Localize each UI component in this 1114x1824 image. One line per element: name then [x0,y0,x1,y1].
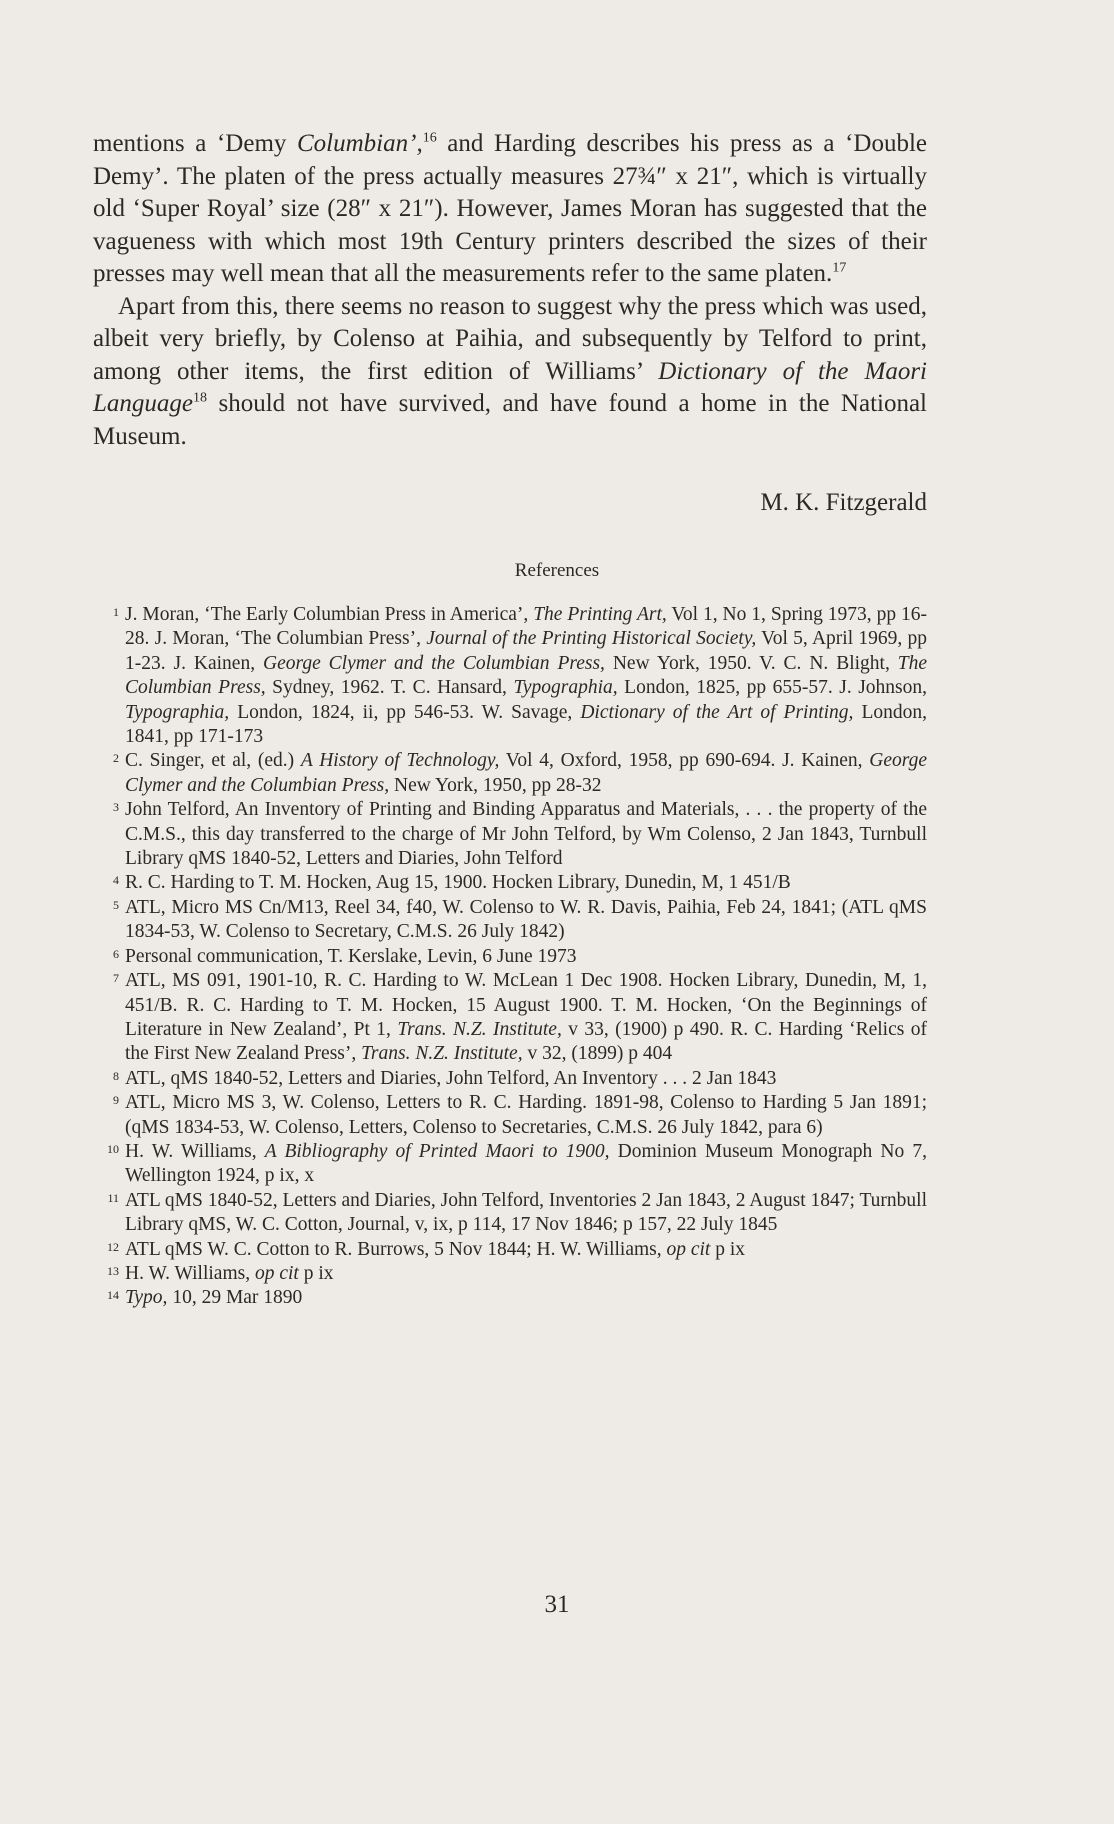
reference-item [93,1262,927,1286]
text-run: Personal communication, T. Kerslake, Levin, 6 June 1973 [125,945,577,967]
reference-item [93,1067,927,1091]
text-run: London, 1841, pp 171-173 [125,701,927,748]
reference-item [93,1286,927,1310]
text-run: H. W. Williams, [125,1140,265,1162]
reference-number: 10 [107,1141,119,1156]
italic-text: A Bibliography of Printed Maori to 1900, [264,1140,610,1162]
italic-text: Columbian’, [297,130,423,157]
reference-number: 13 [107,1263,119,1278]
italic-text: Dictionary of the Art of Printing, [580,701,854,723]
reference-number: 1 [113,605,119,619]
text-run: Apart from this, there seems no reason to suggest why the press which was used, albeit very briefly, by Colenso at Paihia, and subsequently by Telford to print, among other items, the first edition of Williams’ [93,292,927,385]
text-run: Dominion Museum Monograph No 7, Wellington 1924, p ix, x [125,1140,927,1187]
text-run: R. C. Harding to T. M. Hocken, Aug 15, 1900. Hocken Library, Dunedin, M, 1 451/B [125,872,791,894]
italic-text: Typo, [125,1287,168,1309]
italic-text: Typographia, [125,701,230,723]
reference-item [93,1238,927,1262]
reference-item [93,1140,927,1189]
text-run: London, 1825, pp 655-57. J. Johnson, [617,677,928,699]
reference-number: 5 [113,897,119,912]
reference-number: 7 [113,971,119,986]
reference-item [93,945,927,969]
text-run: p ix [710,1238,746,1260]
italic-text: op cit [254,1262,299,1284]
italic-text: The Columbian Press, [125,652,927,699]
text-run: ATL qMS W. C. Cotton to R. Burrows, 5 Nov 1844; H. W. Williams, [125,1238,667,1260]
reference-number: 6 [113,946,119,961]
reference-number: 14 [107,1288,119,1303]
italic-text: Dictionary of the Maori Language [93,357,927,417]
italic-text: Trans. N.Z. Institute, [397,1018,562,1040]
text-run: London, 1824, ii, pp 546-53. W. Savage, [229,701,581,723]
text-run: C. Singer, et al, (ed.) [125,750,301,772]
reference-item [93,871,927,895]
reference-number: 12 [107,1239,119,1254]
italic-text: The Printing Art, [533,604,667,625]
text-run: v 32, (1899) p 404 [522,1043,673,1065]
text-run: ATL, Micro MS Cn/M13, Reel 34, f40, W. Colenso to W. R. Davis, Paihia, Feb 24, 1841; (ATL qMS 1834-53, W. Colenso to Secretary, C.M.S. 26 July 1842) [125,896,927,943]
reference-item [93,969,927,1067]
reference-number: 8 [113,1068,119,1083]
author-signature: M. K. Fitzgerald [760,489,927,516]
text-run: 10, 29 Mar 1890 [167,1287,303,1309]
reference-item [93,1189,927,1238]
references-heading: References [514,560,600,581]
reference-item [93,749,927,798]
reference-item [93,603,927,749]
reference-number: 9 [113,1093,119,1108]
italic-text: op cit [666,1238,711,1260]
italic-text: Typographia, [513,677,618,699]
page-number: 31 [544,1591,570,1618]
footnote-marker: 16 [422,130,437,146]
reference-item [93,1091,927,1140]
italic-text: A History of Technology, [300,750,500,772]
reference-number: 11 [107,1190,119,1205]
references-list [93,603,927,1311]
text-run: Vol 4, Oxford, 1958, pp 690-694. J. Kainen, [499,750,870,772]
italic-text: Trans. N.Z. Institute, [361,1043,523,1065]
text-run: New York, 1950, pp 28-32 [389,774,602,796]
text-run: p ix [298,1262,334,1284]
italic-text: George Clymer and the Columbian Press, [125,750,927,796]
italic-text: George Clymer and the Columbian Press, [263,652,605,674]
footnote-marker: 18 [193,390,207,406]
italic-text: Journal of the Printing Historical Society, [426,628,757,650]
paragraph-1 [93,128,927,291]
reference-item [93,798,927,871]
footnote-marker: 17 [832,260,847,276]
text-run: H. W. Williams, [125,1262,255,1284]
text-run: mentions a ‘Demy [93,130,297,157]
text-run: and Harding describes his press as a ‘Double Demy’. The platen of the press actually measures 27¾″ x 21″, which is virtually old ‘Super Royal’ size (28″ x 21″). However, James Moran has suggested that the vagueness with which most 19th Century printers described the sizes of their presses may well mean that all the measurements refer to the same platen. [93,130,927,287]
reference-number: 3 [113,800,119,815]
text-run: should not have survived, and have found a home in the National Museum. [93,390,927,450]
text-run: John Telford, An Inventory of Printing and Binding Apparatus and Materials, . . . the property of the C.M.S., this day transferred to the charge of Mr John Telford, by Wm Colenso, 2 Jan 1843, Turnbull Library qMS 1840-52, Letters and Diaries, John Telford [125,799,927,870]
body-text [93,128,927,453]
reference-number: 2 [113,751,119,766]
text-run: v 33, (1900) p 490. R. C. Harding ‘Relics of the First New Zealand Press’, [125,1018,927,1065]
text-run: ATL, Micro MS 3, W. Colenso, Letters to R. C. Harding. 1891-98, Colenso to Harding 5 Jan 1891; (qMS 1834-53, W. Colenso, Letters, Colenso to Secretaries, C.M.S. 26 July 1842, para 6) [125,1092,927,1138]
text-run: Vol 5, April 1969, pp 1-23. J. Kainen, [125,628,927,674]
reference-number: 4 [113,873,119,888]
text-run: ATL qMS 1840-52, Letters and Diaries, John Telford, Inventories 2 Jan 1843, 2 August 1847; Turnbull Library qMS, W. C. Cotton, Journal, v, ix, p 114, 17 Nov 1846; p 157, 22 July 1845 [125,1189,927,1236]
text-run: Vol 1, No 1, Spring 1973, pp 16-28. J. Moran, ‘The Columbian Press’, [125,604,927,650]
text-run: Sydney, 1962. T. C. Hansard, [265,677,514,699]
text-run: New York, 1950. V. C. N. Blight, [604,652,898,674]
text-run: ATL, qMS 1840-52, Letters and Diaries, John Telford, An Inventory . . . 2 Jan 1843 [125,1067,777,1089]
text-run: J. Moran, ‘The Early Columbian Press in America’, [125,604,534,625]
text-run: ATL, MS 091, 1901-10, R. C. Harding to W. McLean 1 Dec 1908. Hocken Library, Dunedin, M, 1, 451/B. R. C. Harding to T. M. Hocken, 15 August 1900. T. M. Hocken, ‘On the Beginnings of Literature in New Zealand’, Pt 1, [125,970,927,1040]
paragraph-2 [93,291,927,454]
reference-item [93,896,927,945]
